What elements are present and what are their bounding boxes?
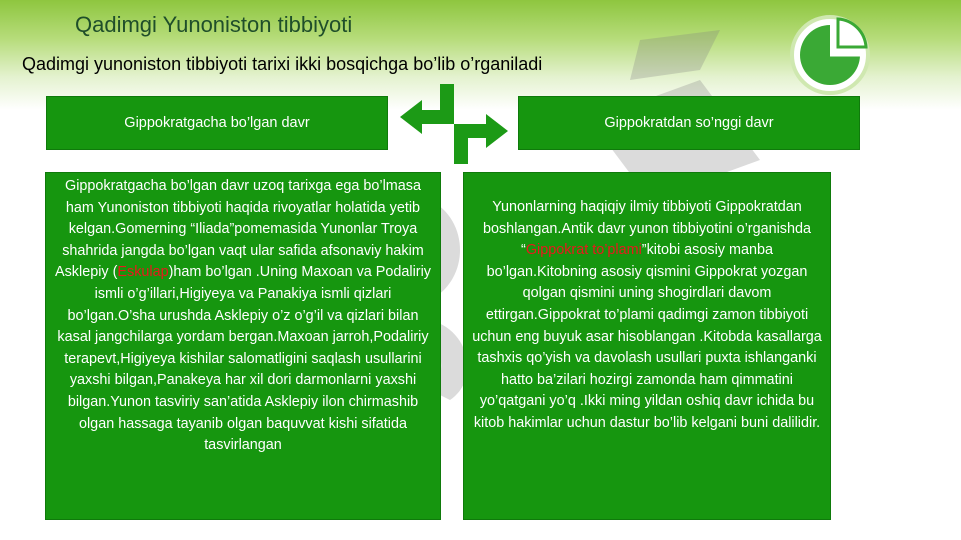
- after-text-part1: Yunonlarning haqiqiy ilmiy tibbiyoti Gippokratdan boshlangan.Antik davr yunon tibbiyotini o’rganishda “: [482, 199, 811, 259]
- swap-arrows-icon: [392, 82, 516, 166]
- period-before-label: Gippokratgacha bo’lgan davr: [46, 96, 388, 150]
- before-text-highlight: Eskulap: [117, 264, 169, 281]
- before-text-part1: Gippokratgacha bo’lgan davr uzoq tarixga ega bo’lmasa ham Yunoniston tibbiyoti haqida rivoyatlar holatida yetib kelgan.Gomerning “Iliada”pomemasida Yunonlar Troya shahrida jangda bo’lgan vaqt ular safida afsonaviy hakim Asklepiy (: [55, 178, 424, 281]
- after-text-highlight: Gippokrat to’plami: [525, 242, 642, 259]
- slide-subtitle: Qadimgi yunoniston tibbiyoti tarixi ikki bosqichga bo’lib o’rganiladi: [22, 54, 543, 74]
- period-after-label: Gippokratdan so’nggi davr: [518, 96, 860, 150]
- before-text-part2: )ham bo’lgan .Uning Maxoan va Podaliriy ismli o’g’illari,Higiyeya va Panakiya ismli qizlari bo’lgan.O’sha urushda Asklepiy o’z o’g’il va qizlari bilan kasal jangchilarga yordam bergan.Maxoan jarroh,Podaliriy terapevt,Higiyeya kishilar salomatligini saqlash usullarini yaxshi bilgan,Panakeya har xil dori darmonlarni yaxshi bilgan.Yunon tasviriy san’atida Asklepiy ilon chirmashib olgan hassaga tayanib olgan baquvvat kishi sifatida tasvirlangan: [57, 264, 431, 454]
- after-period-description: [463, 172, 831, 520]
- after-text-part2: ”kitobi asosiy manba bo’lgan.Kitobning asosiy qismini Gippokrat yozgan qolgan qismini uning shogirdlari davom ettirgan.Gippokrat to’plami qadimgi zamon tibbiyoti uchun eng buyuk asar hisoblangan .Kitobda kasallarga tashxis qo’yish va davolash usullari puxta ishlanganki hatto ba’zilari hozirgi zamonda ham qimmatini yo’qatgani yo’q .Ikki ming yildan oshiq davr ichida bu kitob hakimlar uchun dastur bo’lib kelgani buni dalilidir.: [472, 242, 822, 431]
- pie-chart-logo-icon: [782, 12, 892, 98]
- slide-title: Qadimgi Yunoniston tibbiyoti: [75, 12, 353, 37]
- before-period-description: [45, 172, 441, 520]
